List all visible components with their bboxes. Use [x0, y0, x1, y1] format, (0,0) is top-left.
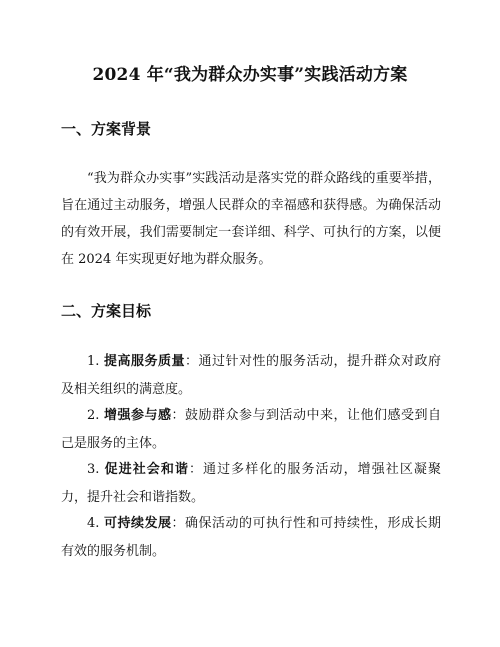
goal-item — [61, 510, 441, 566]
goal-label: 可持续发展 — [104, 516, 172, 531]
goal-item — [61, 348, 441, 404]
document-title: 2024 年“我为群众办实事”实践活动方案 — [92, 65, 408, 85]
background-paragraph: “我为群众办实事”实践活动是落实党的群众路线的重要举措，旨在通过主动服务，增强人民群众的幸福感和获得感。为确保活动的有效开展，我们需要制定一套详细、科学、可执行的方案，以便在 2024 年实现更好地为群众服务。 — [61, 171, 441, 267]
goal-number: 1. — [87, 354, 105, 369]
goal-text: ：通过针对性的服务活动，提升群众对政府及相关组织的满意度。 — [61, 354, 441, 397]
section-heading-background: 一、方案背景 — [61, 120, 152, 138]
section-heading-goals: 二、方案目标 — [61, 302, 152, 320]
goal-label: 提高服务质量 — [104, 354, 186, 369]
goal-item — [61, 456, 441, 512]
goal-label: 促进社会和谐 — [104, 462, 189, 477]
goal-item — [61, 402, 441, 458]
goal-number: 2. — [87, 408, 105, 423]
goal-text: ：鼓励群众参与到活动中来，让他们感受到自己是服务的主体。 — [61, 408, 441, 451]
goal-label: 增强参与感 — [104, 408, 172, 423]
goal-text: ：确保活动的可执行性和可持续性，形成长期有效的服务机制。 — [61, 516, 441, 559]
goal-number: 4. — [87, 516, 105, 531]
goal-text: ：通过多样化的服务活动，增强社区凝聚力，提升社会和谐指数。 — [61, 462, 441, 505]
goal-number: 3. — [87, 462, 105, 477]
